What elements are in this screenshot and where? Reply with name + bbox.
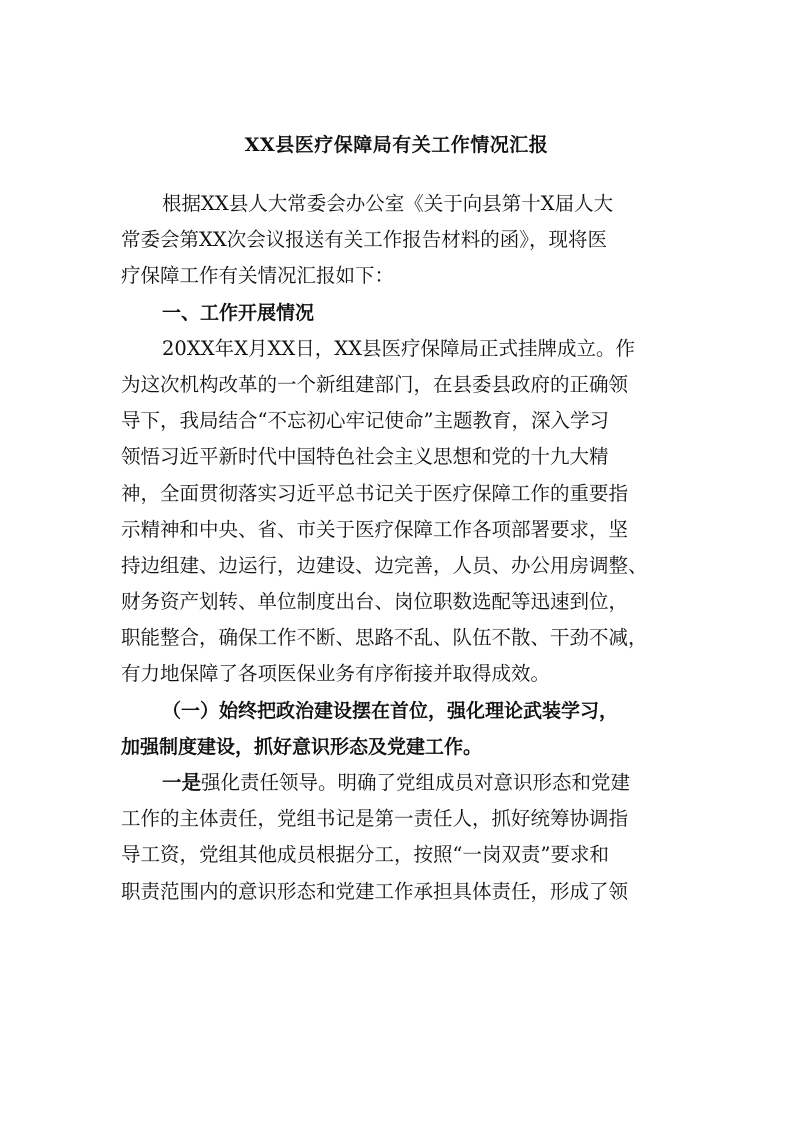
paragraph-line: 持边组建、边运行，边建设、边完善，人员、办公用房调整、 xyxy=(121,553,648,577)
paragraph-line: 职能整合，确保工作不断、思路不乱、队伍不散、干劲不减， xyxy=(121,626,648,650)
point-text: 强化责任领导。明确了党组成员对意识形态和党建 xyxy=(201,771,631,794)
paragraph-line: 20XX年X月XX日，XX县医疗保障局正式挂牌成立。作 xyxy=(162,336,635,360)
intro-line: 疗保障工作有关情况汇报如下： xyxy=(121,264,395,288)
paragraph-line: 示精神和中央、省、市关于医疗保障工作各项部署要求，坚 xyxy=(121,517,629,541)
document-body xyxy=(121,186,676,910)
paragraph-line: 财务资产划转、单位制度出台、岗位职数选配等迅速到位， xyxy=(121,590,629,614)
subsection-heading: （一）始终把政治建设摆在首位，强化理论武装学习， xyxy=(162,699,619,722)
paragraph-line: 神，全面贯彻落实习近平总书记关于医疗保障工作的重要指 xyxy=(121,481,629,505)
paragraph-line: 为这次机构改革的一个新组建部门，在县委县政府的正确领 xyxy=(121,372,629,396)
paragraph-line: 导下，我局结合“不忘初心牢记使命”主题教育，深入学习 xyxy=(121,409,609,433)
paragraph-line: 领悟习近平新时代中国特色社会主义思想和党的十九大精 xyxy=(121,445,609,469)
point-line: 工作的主体责任，党组书记是第一责任人，抓好统筹协调指 xyxy=(121,807,629,831)
point-line: 导工资，党组其他成员根据分工，按照“一岗双责”要求和 xyxy=(121,843,609,867)
document-title: XX县医疗保障局有关工作情况汇报 xyxy=(244,134,549,156)
point-line xyxy=(121,765,676,801)
point-line: 职责范围内的意识形态和党建工作承担具体责任，形成了领 xyxy=(121,879,629,903)
intro-line: 根据XX县人大常委会办公室《关于向县第十X届人大 xyxy=(162,192,614,215)
subsection-heading: 加强制度建设，抓好意识形态及党建工作。 xyxy=(121,735,483,758)
point-lead: 一是 xyxy=(162,771,202,794)
paragraph-line: 有力地保障了各项医保业务有序衔接并取得成效。 xyxy=(121,662,551,686)
section-heading: 一、工作开展情况 xyxy=(162,301,315,324)
intro-line: 常委会第XX次会议报送有关工作报告材料的函》，现将医 xyxy=(121,228,608,252)
